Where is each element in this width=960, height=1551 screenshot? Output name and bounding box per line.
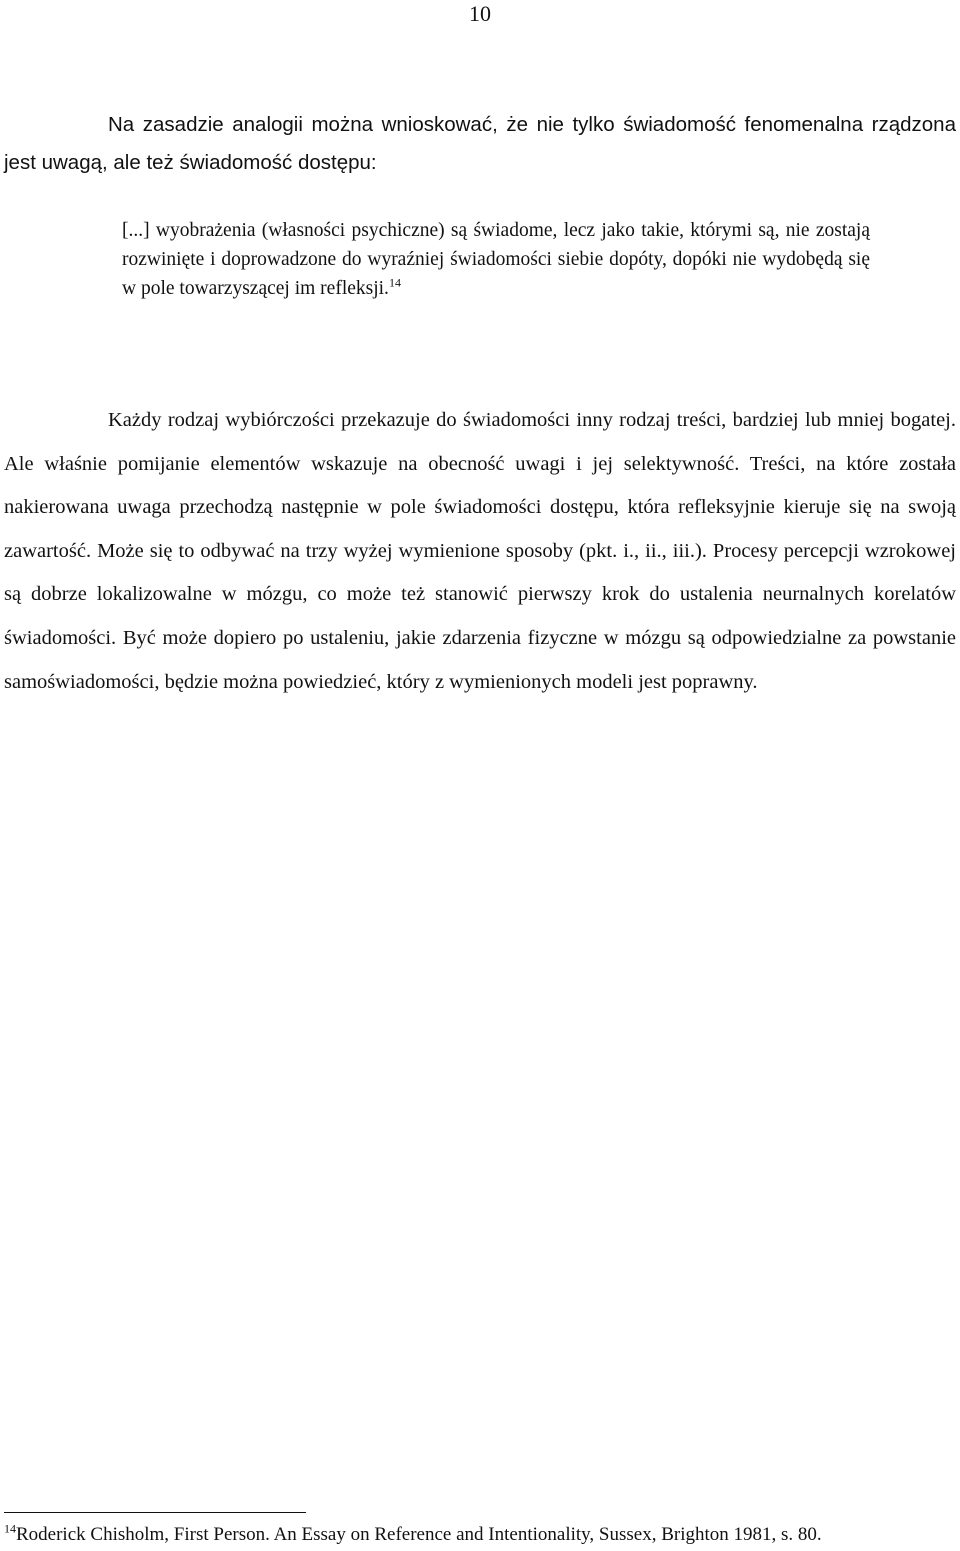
quote-text: [...] wyobrażenia (własności psychiczne) są świadome, lecz jako takie, którymi są, nie zostają rozwinięte i doprowadzone do wyraźniej świadomości siebie dopóty, dopóki nie wydobędą się w pole towarzyszącej im refleksji.: [122, 220, 870, 299]
footnote-number: 14: [4, 1521, 16, 1536]
page-number: 10: [469, 1, 491, 26]
footnote-separator: [4, 1512, 306, 1513]
intro-paragraph: Na zasadzie analogii można wnioskować, że nie tylko świadomość fenomenalna rządzona jest uwagą, ale też świadomość dostępu:: [4, 113, 956, 174]
footnote: [4, 1522, 956, 1548]
block-quote: [122, 216, 870, 303]
body-paragraph: Każdy rodzaj wybiórczości przekazuje do świadomości inny rodzaj treści, bardziej lub mniej bogatej. Ale właśnie pomijanie elementów wskazuje na obecność uwagi i jej selektywność. Treści, na które została nakierowana uwaga przechodzą następnie w pole świadomości dostępu, która refleksyjnie kieruje się na swoją zawartość. Może się to odbywać na trzy wyżej wymienione sposoby (pkt. i., ii., iii.). Procesy percepcji wzrokowej są dobrze lokalizowalne w mózgu, co może też stanowić pierwszy krok do ustalenia neurnalnych korelatów świadomości. Być może dopiero po ustaleniu, jakie zdarzenia fizyczne w mózgu są odpowiedzialne za powstanie samoświadomości, będzie można powiedzieć, który z wymienionych modeli jest poprawny.: [4, 409, 956, 693]
footnote-reference[interactable]: 14: [388, 275, 401, 290]
footnote-text: Roderick Chisholm, First Person. An Essay on Reference and Intentionality, Sussex, Brighton 1981, s. 80.: [16, 1524, 822, 1545]
